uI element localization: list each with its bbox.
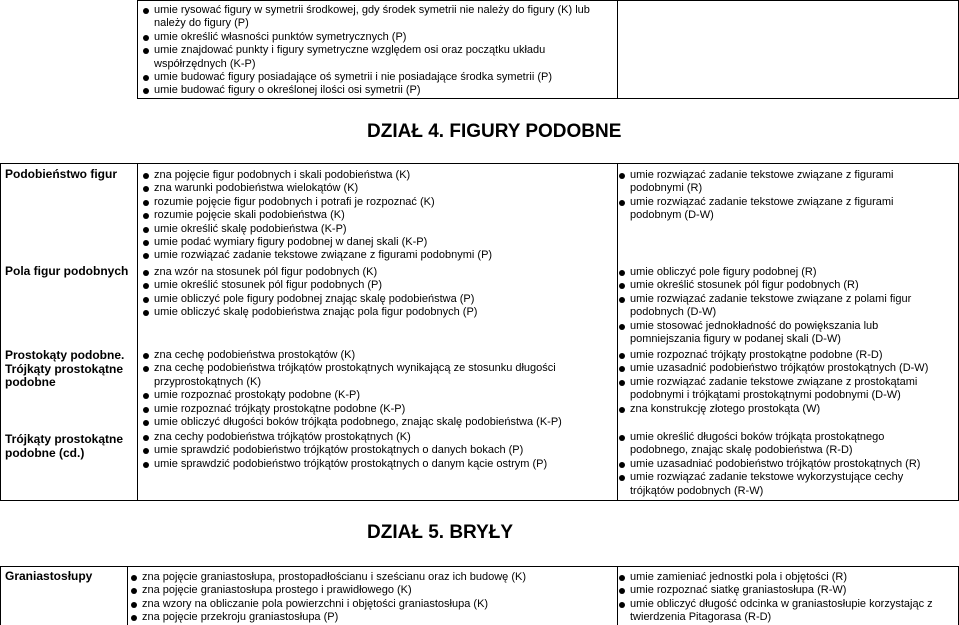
row-2-right-list — [617, 266, 937, 346]
list-item: umie określić długości boków trójkąta prostokątnego podobnego, znając skalę podobieństwa (R-D) — [617, 431, 942, 458]
section-4-border-top — [0, 163, 959, 164]
list-item: umie uzasadniać podobieństwo trójkątów prostokątnych (R) — [617, 458, 942, 471]
list-item: zna wzór na stosunek pól figur podobnych (K) — [141, 266, 613, 279]
list-item: umie zamieniać jednostki pola i objętości (R) — [617, 571, 947, 584]
list-item: zna cechy podobieństwa trójkątów prostokątnych (K) — [141, 431, 613, 444]
list-item: umie stosować jednokładność do powiększania lub pomniejszania figury w podanej skali (D-W) — [617, 320, 937, 347]
list-item: umie określić stosunek pól figur podobnych (P) — [141, 279, 613, 292]
list-item: umie budować figury o określonej ilości osi symetrii (P) — [141, 84, 611, 97]
list-item: zna wzory na obliczanie pola powierzchni i objętości graniastosłupa (K) — [129, 598, 613, 611]
category-graniastoslupy: Graniastosłupy — [5, 569, 93, 583]
row-4-right-list — [617, 431, 942, 498]
list-item: umie rozpoznać trójkąty prostokątne podobne (R-D) — [617, 349, 955, 362]
list-item: umie podać wymiary figury podobnej w danej skali (K-P) — [141, 236, 613, 249]
list-item: rozumie pojęcie skali podobieństwa (K) — [141, 209, 613, 222]
list-item: umie sprawdzić podobieństwo trójkątów prostokątnych o danym kącie ostrym (P) — [141, 458, 613, 471]
list-item: zna pojęcie graniastosłupa prostego i prawidłowego (K) — [129, 584, 613, 597]
row-1-middle-list — [141, 169, 613, 263]
list-item: zna pojęcie przekroju graniastosłupa (P) — [129, 611, 613, 624]
category-pola-figur-podobnych: Pola figur podobnych — [5, 264, 129, 278]
list-item: zna warunki podobieństwa wielokątów (K) — [141, 182, 613, 195]
category-trojkaty-prostokatne-cd: Trójkąty prostokątne podobne (cd.) — [5, 432, 124, 460]
row-4-middle-list — [141, 431, 613, 471]
row-1-right-list — [617, 169, 917, 223]
list-item: umie rozwiązać zadanie tekstowe związane z figurami podobnym (D-W) — [617, 196, 917, 223]
list-item: zna cechę podobieństwa trójkątów prostokątnych wynikającą ze stosunku długości przyprostokątnych (K) — [141, 362, 591, 389]
list-item: umie znajdować punkty i figury symetryczne względem osi oraz początku układu współrzędnych (K-P) — [141, 44, 611, 71]
list-item: umie rozwiązać zadanie tekstowe związane z figurami podobnymi (R) — [617, 169, 917, 196]
top-table-border-top — [137, 0, 959, 1]
category-podobienstwo-figur: Podobieństwo figur — [5, 167, 117, 181]
list-item: umie rozwiązać zadanie tekstowe związane z figurami podobnymi (P) — [141, 249, 613, 262]
list-item: rozumie pojęcie figur podobnych i potrafi je rozpoznać (K) — [141, 196, 613, 209]
section-5-title: DZIAŁ 5. BRYŁY — [367, 522, 514, 543]
section-5-divider-1 — [127, 566, 128, 625]
list-item: zna konstrukcję złotego prostokąta (W) — [617, 403, 955, 416]
top-table-border-left — [137, 0, 138, 99]
list-item: umie rozpoznać prostokąty podobne (K-P) — [141, 389, 591, 402]
list-item: umie sprawdzić podobieństwo trójkątów prostokątnych o danych bokach (P) — [141, 444, 613, 457]
section-5-middle-list — [129, 571, 613, 625]
category-prostokaty-podobne: Prostokąty podobne. Trójkąty prostokątne podobne — [5, 348, 125, 389]
list-item: zna pojęcie graniastosłupa, prostopadłościanu i sześcianu oraz ich budowę (K) — [129, 571, 613, 584]
list-item: umie rozpoznać siatkę graniastosłupa (R-W) — [617, 584, 947, 597]
top-middle-list — [141, 4, 611, 98]
list-item: umie rozwiązać zadanie tekstowe wykorzystujące cechy trójkątów podobnych (R-W) — [617, 471, 942, 498]
list-item: umie określić stosunek pól figur podobnych (R) — [617, 279, 937, 292]
section-5-border-left — [0, 566, 1, 625]
list-item: umie obliczyć skalę podobieństwa znając pola figur podobnych (P) — [141, 306, 613, 319]
list-item: umie rozwiązać zadanie tekstowe związane z prostokątami podobnymi i trójkątami prostokątnymi podobnymi (D-W) — [617, 376, 955, 403]
section-4-border-left — [0, 163, 1, 501]
section-5-right-list — [617, 571, 947, 625]
list-item: zna cechę podobieństwa prostokątów (K) — [141, 349, 591, 362]
top-table-border-bottom — [137, 98, 959, 99]
list-item: umie obliczyć długości boków trójkąta podobnego, znając skalę podobieństwa (K-P) — [141, 416, 591, 429]
section-4-divider-1 — [137, 163, 138, 501]
section-4-border-bottom — [0, 500, 959, 501]
list-item: umie budować figury posiadające oś symetrii i nie posiadające środka symetrii (P) — [141, 71, 611, 84]
list-item: zna pojęcie figur podobnych i skali podobieństwa (K) — [141, 169, 613, 182]
list-item: umie określić własności punktów symetrycznych (P) — [141, 31, 611, 44]
row-3-middle-list — [141, 349, 591, 429]
list-item: umie obliczyć długość odcinka w graniastosłupie korzystając z twierdzenia Pitagorasa (R-D) — [617, 598, 947, 625]
list-item: umie obliczyć pole figury podobnej (R) — [617, 266, 937, 279]
list-item: umie obliczyć pole figury podobnej znając skalę podobieństwa (P) — [141, 293, 613, 306]
top-table-divider — [617, 0, 618, 99]
list-item: umie uzasadnić podobieństwo trójkątów prostokątnych (D-W) — [617, 362, 955, 375]
row-3-right-list — [617, 349, 955, 416]
list-item: umie rozpoznać trójkąty prostokątne podobne (K-P) — [141, 403, 591, 416]
section-4-title: DZIAŁ 4. FIGURY PODOBNE — [367, 121, 622, 142]
section-5-border-top — [0, 566, 959, 567]
list-item: umie określić skalę podobieństwa (K-P) — [141, 223, 613, 236]
list-item: umie rysować figury w symetrii środkowej, gdy środek symetrii nie należy do figury (K) lub należy do figury (P) — [141, 4, 611, 31]
list-item: umie rozwiązać zadanie tekstowe związane z polami figur podobnych (D-W) — [617, 293, 937, 320]
row-2-middle-list — [141, 266, 613, 320]
